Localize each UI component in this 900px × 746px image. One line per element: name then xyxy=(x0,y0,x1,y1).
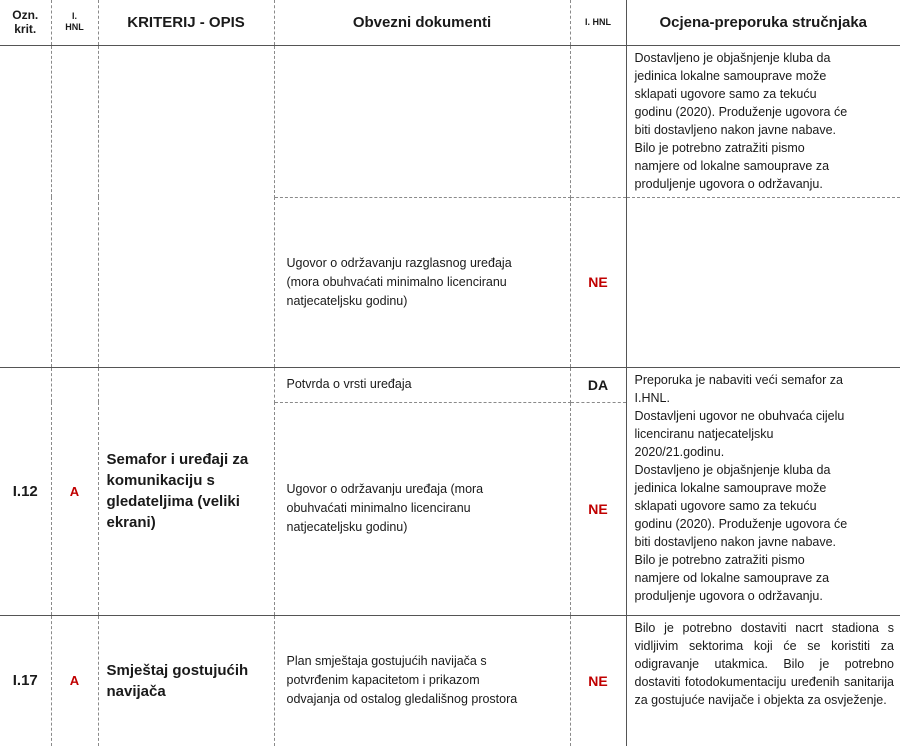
recommendation-cell xyxy=(626,197,900,367)
document-cell: Ugovor o održavanju razglasnog uređaja (mora obuhvaćati minimalno licenciranu natjecateljsku godinu) xyxy=(274,197,570,367)
code-cell xyxy=(0,45,51,367)
header-row xyxy=(0,0,900,45)
recommendation-note: Bilo je potrebno dostaviti nacrt stadiona s vidljivim sektorima koji će se koristiti za odigravanje utakmica. Bilo je potrebno dostaviti fotodokumentaciju uređenih sanitarija za gostujuće navijače i objekta za osvježenje. xyxy=(634,620,894,707)
table-row xyxy=(0,615,900,746)
level-cell xyxy=(51,45,98,367)
criterion-description: Semafor i uređaji za komunikaciju s gledateljima (veliki ekrani) xyxy=(98,367,274,615)
status-badge: NE xyxy=(570,197,626,367)
criterion-description: Smještaj gostujućih navijača xyxy=(98,615,274,746)
table-row xyxy=(0,45,900,197)
status-badge: NE xyxy=(570,402,626,615)
header-recommendation: Ocjena-preporuka stručnjaka xyxy=(626,0,900,45)
criterion-code: I.17 xyxy=(0,615,51,746)
header-documents: Obvezni dokumenti xyxy=(274,0,570,45)
document-cell: Ugovor o održavanju uređaja (mora obuhvaćati minimalno licenciranu natjecateljsku godinu) xyxy=(274,402,570,615)
criterion-level: A xyxy=(51,615,98,746)
criterion-cell xyxy=(98,45,274,367)
criterion-level: A xyxy=(51,367,98,615)
header-status: I. HNL xyxy=(570,0,626,45)
status-badge: DA xyxy=(570,367,626,402)
document-cell xyxy=(274,45,570,197)
header-criterion: KRITERIJ - OPIS xyxy=(98,0,274,45)
header-level: I. HNL xyxy=(51,0,98,45)
status-badge: NE xyxy=(570,615,626,746)
header-code: Ozn. krit. xyxy=(0,0,51,45)
criterion-code: I.12 xyxy=(0,367,51,615)
document-cell: Potvrda o vrsti uređaja xyxy=(274,367,570,402)
status-cell xyxy=(570,45,626,197)
recommendation-note: Preporuka je nabaviti veći semafor za I.HNL. Dostavljeni ugovor ne obuhvaća cijelu licenciranu natjecateljsku 2020/21.godinu. Dostavljeno je objašnjenje kluba da jedinica lokalne samouprave može sklapati ugovore samo za tekuću godinu (2020). Produženje ugovora će biti dostavljeno nakon javne nabave. Bilo je potrebno zatražiti pismo namjere od lokalne samouprave za produljenje ugovora o održavanju. xyxy=(626,367,900,615)
table-row xyxy=(0,367,900,402)
document-cell: Plan smještaja gostujućih navijača s potvrđenim kapacitetom i prikazom odvajanja od ostalog gledališnog prostora xyxy=(274,615,570,746)
recommendation-note: Dostavljeno je objašnjenje kluba da jedinica lokalne samouprave može sklapati ugovore samo za tekuću godinu (2020). Produženje ugovora će biti dostavljeno nakon javne nabave. Bilo je potrebno zatražiti pismo namjere od lokalne samouprave za produljenje ugovora o održavanju. xyxy=(626,45,900,197)
